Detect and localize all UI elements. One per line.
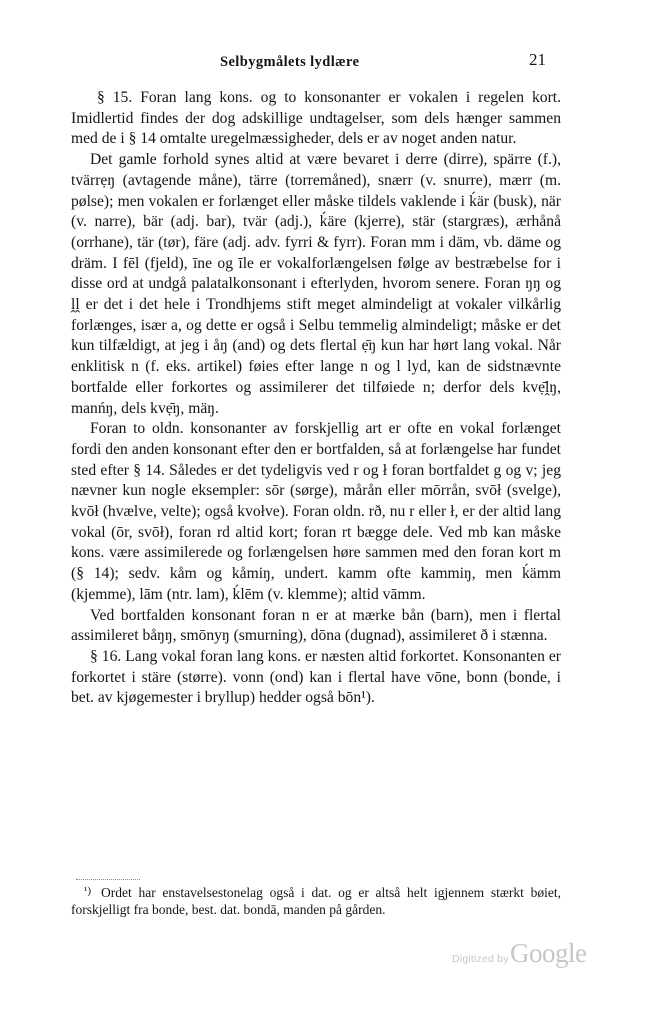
paragraph-dropped-consonant bbox=[71, 606, 561, 647]
running-head: Selbygmålets lydlære bbox=[220, 54, 360, 70]
paragraph-old-relation bbox=[71, 150, 561, 419]
paragraph-text: § 16. Lang vokal foran lang kons. er næsten altid forkortet. Konsonanten er forkortet i stäre (større). vonn (ond) kan i flertal have vōne, bonn (bonde, i bet. av kjøgemester i bryllup) hedder også bōn¹). bbox=[71, 647, 561, 707]
page-number: 21 bbox=[529, 50, 546, 69]
footnote-text: Ordet har enstavelsestonelag også i dat. og er altså helt igjennem stærkt bøiet, forskjelligt fra bonde, best. dat. bondā, manden på gården. bbox=[71, 885, 561, 917]
footnote bbox=[71, 884, 561, 918]
paragraph-section-15 bbox=[71, 88, 561, 150]
watermark-prefix: Digitized by bbox=[452, 953, 509, 965]
page-header bbox=[70, 50, 560, 76]
paragraph-section-16 bbox=[71, 647, 561, 709]
footnote-marker: ¹) bbox=[84, 885, 91, 897]
footnote-paragraph bbox=[71, 884, 561, 918]
footnote-divider bbox=[76, 879, 140, 880]
paragraph-two-consonants bbox=[71, 419, 561, 605]
paragraph-text: § 15. Foran lang kons. og to konsonanter er vokalen i regelen kort. Imidlertid findes der dog adskillige undtagelser, som dels hænger sammen med de i § 14 omtalte uregelmæssigheder, dels er av noget anden natur. bbox=[71, 89, 561, 148]
digitized-by-google-watermark bbox=[452, 940, 602, 970]
google-logo: Google bbox=[510, 938, 587, 968]
body-text bbox=[71, 88, 561, 709]
paragraph-text: Det gamle forhold synes altid at være bevaret i derre (dirre), spärre (f.), tvärrẹŋ (avtagende måne), tärre (torremåned), snærr (v. snurre), mærr (m. pølse); men vokalen er forlænget eller måske tildels vaklende i ḱär (busk), när (v. narre), bär (adj. bar), tvär (adj.), ḱäre (kjerre), stär (stargræs), ærhånå (orrhane), tär (tør), färe (adj. adv. fyrri & fyrr). Foran mm i däm, vb. däme og dräm. I fēl (fjeld), īne og īle er vokalforlængelsen følge av bestræbelse for i disse ord at undgå palatalkonsonant i efterlyden, hvorom senere. Foran ŋŋ og ḽḽ er det i det hele i Trondhjems stift meget almindeligt at vokaler vilkårlig forlænges, især a, og dette er også i Selbu temmelig almindeligt; måske er det kun tilfældigt, at jeg i åŋ (and) og dets flertal ẹ̄ŋ kun har hørt lang vokal. Når enklitisk n (f. eks. artikel) føies efter lange n og l lyd, kan de sidstnævnte bortfalde eller forkortes og assimilerer det tilføiede n; derfor dels kvẹ̄ḽŋ, manńŋ, dels kvẹ̄ŋ, mäŋ. bbox=[71, 151, 561, 417]
paragraph-text: Foran to oldn. konsonanter av forskjellig art er ofte en vokal forlænget fordi den anden konsonant efter den er bortfalden, så at forlængelse har fundet sted efter § 14. Således er det tydeligvis ved r og ł foran bortfaldet g og v; jeg nævner kun nogle eksempler: sōr (sørge), mårån eller mōrrån, svōł (svelge), kvōł (hvælve, velte); også kvołve). Foran oldn. rð, nu r eller ł, er der altid lang vokal (ōr, svōł), foran rd altid kort; foran rt bægge dele. Ved mb kan måske kons. være assimilerede og forlængelsen høre sammen med den foran kort m (§ 14); sedv. kåm og kåmiŋ, undert. kamm ofte kammiŋ, men ḱämm (kjemme), lām (ntr. lam), ḱlēm (v. klemme); altid vāmm. bbox=[71, 420, 561, 603]
paragraph-text: Ved bortfalden konsonant foran n er at mærke bån (barn), men i flertal assimileret båŋŋ, smōnyŋ (smurning), dōna (dugnad), assimileret ð i stænna. bbox=[71, 606, 561, 645]
